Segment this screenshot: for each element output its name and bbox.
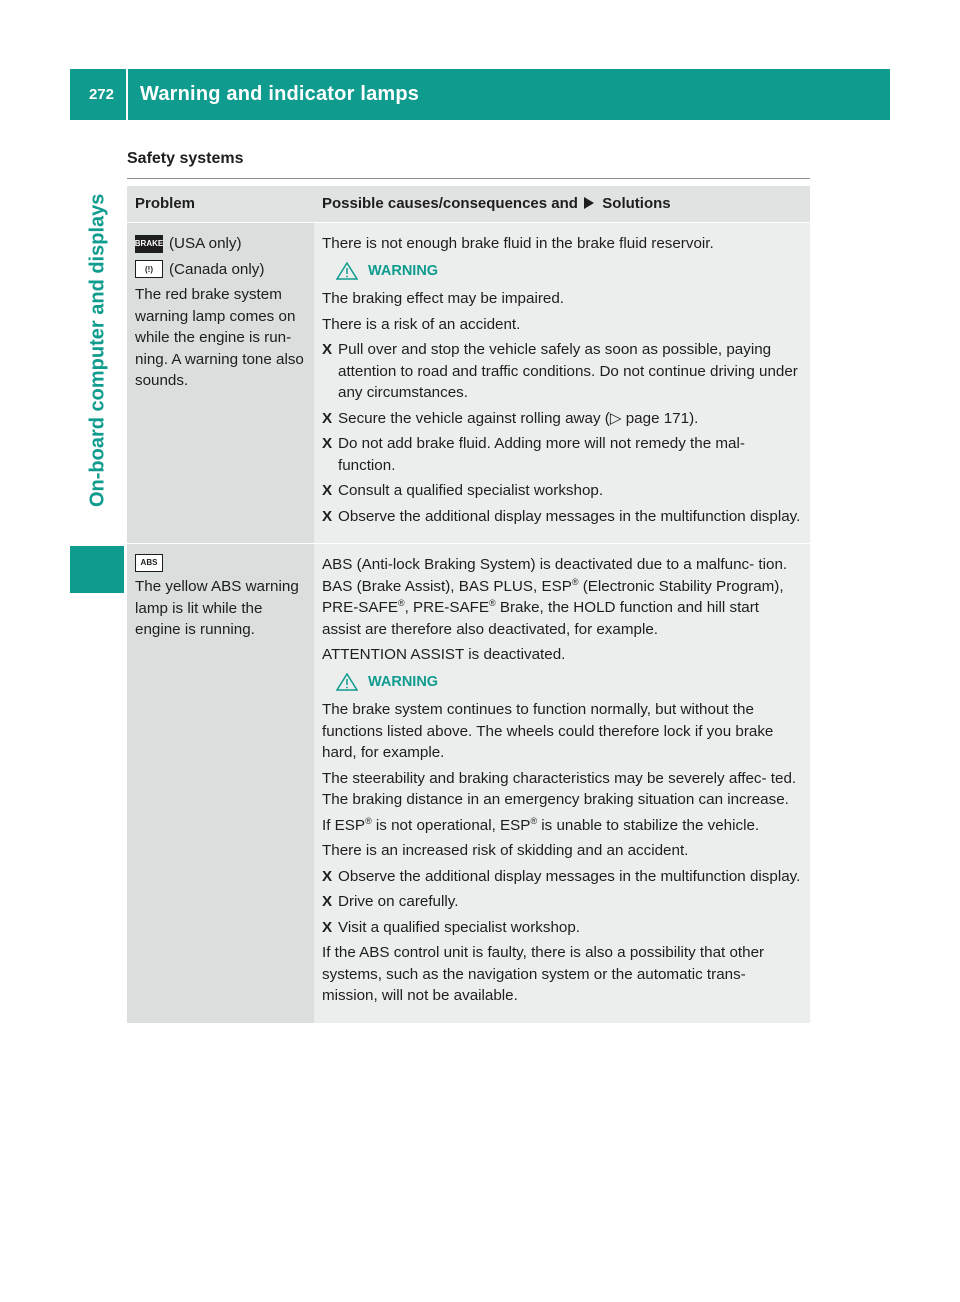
cause-text: There is not enough brake fluid in the brake fluid reservoir. bbox=[322, 235, 714, 252]
arrow-right-icon bbox=[584, 197, 594, 209]
warning-triangle-icon bbox=[336, 673, 358, 691]
step-text: Secure the vehicle against rolling away (▷ page 171). bbox=[338, 409, 699, 427]
registered-mark: ® bbox=[397, 597, 405, 608]
section-divider bbox=[127, 178, 810, 179]
header-title: Warning and indicator lamps bbox=[140, 83, 420, 105]
brake-circle-lamp-icon: (!) bbox=[135, 260, 163, 278]
cause-text bbox=[322, 554, 802, 640]
step-marker-icon: X bbox=[322, 341, 333, 358]
step-text: Consult a qualified specialist workshop. bbox=[338, 482, 604, 499]
lamp-canada bbox=[135, 259, 306, 281]
solution-step bbox=[322, 891, 802, 913]
cause-text: ATTENTION ASSIST is deactivated. bbox=[322, 646, 566, 663]
registered-mark: ® bbox=[489, 597, 496, 608]
warning-part: If ESP bbox=[322, 816, 366, 834]
note-text: If the ABS control unit is faulty, there is also a possibility that other systems, such as the navigation system or the automatic trans- mission, will not be available. bbox=[322, 944, 765, 1004]
problem-cell bbox=[127, 543, 314, 1023]
solution-step bbox=[322, 866, 802, 888]
step-marker-icon: X bbox=[322, 409, 333, 427]
solution-step bbox=[322, 408, 802, 430]
solution-step bbox=[322, 480, 802, 502]
column-header-solutions bbox=[314, 186, 810, 222]
cause-part: (Electronic Stability Program), PRE-SAFE bbox=[322, 577, 784, 616]
cause-part: Brake, the HOLD function and hill start assist are therefore also deactivated, for example. bbox=[322, 599, 760, 638]
warning-text bbox=[322, 815, 802, 837]
table-row bbox=[127, 543, 810, 1023]
step-text: Drive on carefully. bbox=[338, 893, 459, 910]
lamp-usa bbox=[135, 233, 306, 255]
warning-text: The steerability and braking characteristics may be severely affec- ted. The braking distance in an emergency braking situation can increase. bbox=[322, 769, 797, 808]
solution-step bbox=[322, 506, 802, 528]
step-text: Visit a qualified specialist workshop. bbox=[338, 918, 580, 936]
step-text: Observe the additional display messages in the multifunction display. bbox=[338, 507, 801, 525]
table-header-row bbox=[127, 186, 810, 222]
warning-text: The brake system continues to function normally, but without the functions listed above. The wheels could therefore lock if you brake hard, for example. bbox=[322, 701, 774, 761]
solution-cell bbox=[314, 543, 810, 1023]
warning-text: There is a risk of an accident. bbox=[322, 315, 521, 333]
cause-part: ABS (Anti-lock Braking System) is deactivated due to a malfunc- tion. BAS (Brake Assist), BAS PLUS, ESP bbox=[322, 556, 788, 595]
warning-text: The braking effect may be impaired. bbox=[322, 290, 564, 307]
warning-heading bbox=[336, 261, 802, 283]
section-title: Safety systems bbox=[127, 150, 244, 167]
warning-label: WARNING bbox=[368, 673, 439, 690]
problem-solution-table bbox=[127, 186, 810, 1023]
solution-step bbox=[322, 433, 802, 476]
warning-heading bbox=[336, 672, 802, 694]
brake-lamp-icon: BRAKE bbox=[135, 235, 163, 253]
page-number: 272 bbox=[88, 86, 114, 103]
warning-part: is unable to stabilize the vehicle. bbox=[537, 816, 760, 834]
warning-label: WARNING bbox=[368, 262, 439, 279]
step-marker-icon: X bbox=[322, 435, 333, 452]
problem-text: The yellow ABS warning lamp is lit while the engine is running. bbox=[135, 578, 299, 638]
warning-text: There is an increased risk of skidding and an accident. bbox=[322, 842, 689, 859]
problem-text: The red brake system warning lamp comes on while the engine is run- ning. A warning tone also sounds. bbox=[135, 286, 304, 389]
side-tab-marker bbox=[70, 546, 124, 593]
side-tab-label: On-board computer and displays bbox=[86, 193, 109, 507]
problem-cell bbox=[127, 222, 314, 543]
registered-mark: ® bbox=[571, 576, 579, 587]
solution-step bbox=[322, 917, 802, 939]
step-marker-icon: X bbox=[322, 893, 333, 910]
solution-step bbox=[322, 339, 802, 404]
page-header bbox=[70, 69, 890, 120]
step-text: Observe the additional display messages in the multifunction display. bbox=[338, 867, 801, 885]
lamp-canada-label: (Canada only) bbox=[169, 260, 265, 278]
column-header-causes: Possible causes/consequences and bbox=[322, 195, 578, 213]
step-marker-icon: X bbox=[322, 918, 333, 936]
step-marker-icon: X bbox=[322, 867, 333, 885]
warning-triangle-icon bbox=[336, 262, 358, 280]
column-header-solutions-label: Solutions bbox=[602, 195, 671, 213]
lamp-usa-label: (USA only) bbox=[169, 235, 242, 252]
step-marker-icon: X bbox=[322, 482, 333, 499]
step-text: Pull over and stop the vehicle safely as soon as possible, paying attention to road and traffic conditions. Do not continue driving under any circumstances. bbox=[338, 341, 798, 401]
abs-lamp-icon: ABS bbox=[135, 554, 163, 572]
solution-cell bbox=[314, 222, 810, 543]
step-marker-icon: X bbox=[322, 507, 333, 525]
registered-mark: ® bbox=[530, 815, 538, 826]
step-text: Do not add brake fluid. Adding more will not remedy the mal- function. bbox=[338, 435, 745, 474]
cause-part: , PRE-SAFE bbox=[404, 599, 489, 616]
lamp-abs bbox=[135, 554, 306, 572]
column-header-problem: Problem bbox=[127, 186, 314, 222]
warning-part: is not operational, ESP bbox=[371, 816, 531, 834]
registered-mark: ® bbox=[365, 815, 372, 826]
table-row bbox=[127, 222, 810, 543]
